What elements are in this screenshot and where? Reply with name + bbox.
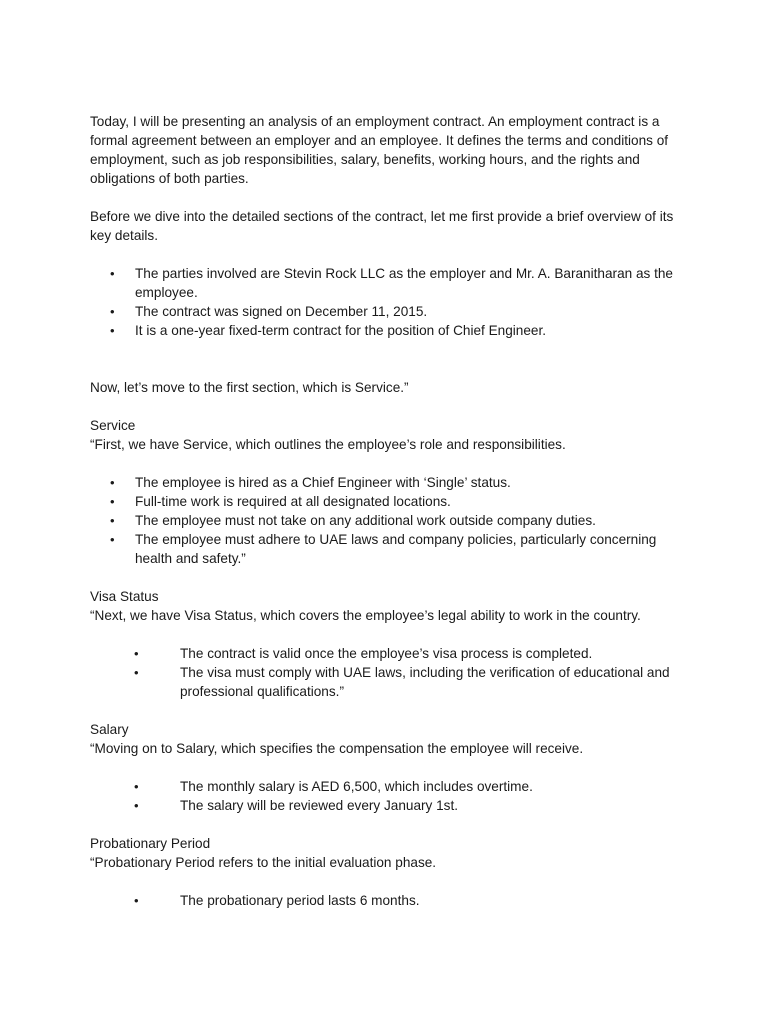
list-item: • The employee is hired as a Chief Engineer with ‘Single’ status. — [110, 475, 511, 490]
visa-lead: “Next, we have Visa Status, which covers the employee’s legal ability to work in the country. — [90, 608, 641, 623]
bullet-icon: • — [134, 646, 139, 661]
section-heading-service: Service — [90, 418, 136, 433]
list-item: • The contract is valid once the employee’s visa process is completed. — [134, 646, 593, 661]
section-heading-visa: Visa Status — [90, 589, 159, 604]
service-list — [90, 473, 690, 568]
bullet-icon: • — [110, 266, 115, 281]
list-item: • It is a one-year fixed-term contract for the position of Chief Engineer. — [110, 323, 547, 338]
bullet-icon: • — [134, 893, 139, 908]
list-item: • The monthly salary is AED 6,500, which includes overtime. — [134, 779, 533, 794]
bullet-icon: • — [134, 665, 139, 680]
document-page — [90, 112, 690, 929]
list-item: • The employee must not take on any additional work outside company duties. — [110, 513, 596, 528]
section-heading-salary: Salary — [90, 722, 129, 737]
list-item: • The parties involved are Stevin Rock LLC as the employer and Mr. A. Baranitharan as the employee. — [110, 266, 673, 300]
list-item: • The visa must comply with UAE laws, including the verification of educational and professional qualifications.” — [134, 665, 670, 699]
visa-list — [90, 644, 690, 701]
bullet-icon: • — [110, 475, 115, 490]
bullet-icon: • — [110, 323, 115, 338]
bullet-icon: • — [134, 779, 139, 794]
list-item: • The salary will be reviewed every January 1st. — [134, 798, 459, 813]
list-item: • The employee must adhere to UAE laws and company policies, particularly concerning health and safety.” — [110, 532, 657, 566]
overview-list — [90, 264, 690, 340]
list-item: • Full-time work is required at all designated locations. — [110, 494, 451, 509]
spacer — [90, 359, 690, 378]
bullet-icon: • — [110, 304, 115, 319]
bullet-icon: • — [134, 798, 139, 813]
section-heading-probation: Probationary Period — [90, 836, 211, 851]
salary-list — [90, 777, 690, 815]
transition-paragraph: Now, let’s move to the first section, which is Service.” — [90, 380, 409, 395]
intro-paragraph: Today, I will be presenting an analysis of an employment contract. An employment contract is a formal agreement between an employer and an employee. It defines the terms and conditions of employment, such as job responsibilities, salary, benefits, working hours, and the rights and obligations of both parties. — [90, 114, 669, 186]
probation-lead: “Probationary Period refers to the initial evaluation phase. — [90, 855, 437, 870]
bullet-icon: • — [110, 513, 115, 528]
bullet-icon: • — [110, 494, 115, 509]
bullet-icon: • — [110, 532, 115, 547]
list-item: • The probationary period lasts 6 months. — [134, 893, 420, 908]
list-item: • The contract was signed on December 11, 2015. — [110, 304, 428, 319]
salary-lead: “Moving on to Salary, which specifies the compensation the employee will receive. — [90, 741, 584, 756]
service-lead: “First, we have Service, which outlines the employee’s role and responsibilities. — [90, 437, 566, 452]
overview-paragraph: Before we dive into the detailed sections of the contract, let me first provide a brief overview of its key details. — [90, 209, 674, 243]
probation-list — [90, 891, 690, 910]
